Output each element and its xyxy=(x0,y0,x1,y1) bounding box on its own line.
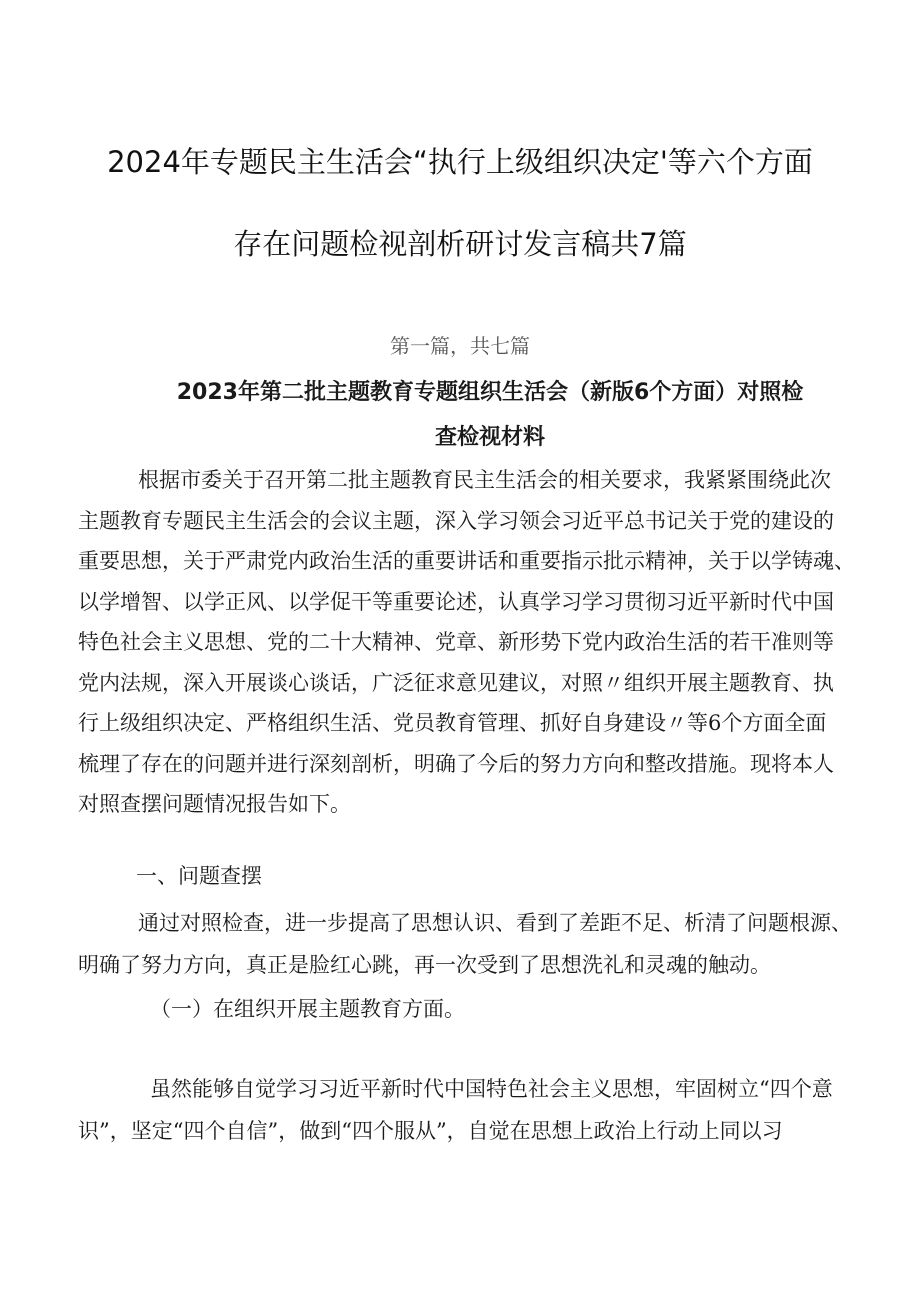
paragraph-line: 根据市委关于召开第二批主题教育民主生活会的相关要求，我紧紧围绕此次 xyxy=(138,468,831,492)
paragraph-line: 识”，坚定“四个自信”，做到“四个服从”，自觉在思想上政治上行动上同以习 xyxy=(78,1119,783,1143)
document-title-line-2: 存在问题检视剖析研讨发言稿共7篇 xyxy=(233,227,687,261)
paragraph-line: 虽然能够自觉学习习近平新时代中国特色社会主义思想，牢固树立“四个意 xyxy=(150,1077,833,1101)
paragraph-line: 行上级组织决定、严格组织生活、党员教育管理、抓好自身建设〃等6个方面全面 xyxy=(78,711,827,735)
paragraph-line: 重要思想，关于严肃党内政治生活的重要讲话和重要指示批示精神，关于以学铸魂、 xyxy=(78,549,855,573)
section-heading-2: （一）在组织开展主题教育方面。 xyxy=(150,997,465,1021)
paragraph-2 xyxy=(78,902,858,986)
paragraph-line: 主题教育专题民主生活会的会议主题，深入学习领会习近平总书记关于党的建设的 xyxy=(78,508,834,533)
document-title-line-1: 2024年专题民主生活会“执行上级组织决定'等六个方面 xyxy=(107,145,813,179)
paragraph-line: 以学增智、以学正风、以学促干等重要论述，认真学习学习贯彻习近平新时代中国 xyxy=(78,589,834,614)
subtitle-line-1: 2023年第二批主题教育专题组织生活会（新版6个方面）对照检 xyxy=(176,380,804,405)
subtitle-line-2: 查检视材料 xyxy=(434,425,545,450)
paragraph-line: 梳理了存在的问题并进行深刻剖析，明确了今后的努力方向和整改措施。现将本人 xyxy=(78,751,834,776)
paragraph-3 xyxy=(78,1068,868,1152)
section-kicker: 第一篇，共七篇 xyxy=(390,334,530,358)
paragraph-line: 特色社会主义思想、党的二十大精神、党章、新形势下党内政治生活的若干准则等 xyxy=(78,630,834,654)
paragraph-1 xyxy=(78,460,858,825)
paragraph-line: 对照查摆问题情况报告如下。 xyxy=(78,792,351,816)
section-heading-1: 一、问题查摆 xyxy=(136,864,262,888)
paragraph-line: 明确了努力方向，真正是脸红心跳，再一次受到了思想洗礼和灵魂的触动。 xyxy=(78,953,771,977)
paragraph-line: 党内法规，深入开展谈心谈话，广泛征求意见建议，对照〃组织开展主题教育、执 xyxy=(78,670,834,695)
paragraph-line: 通过对照检查，进一步提高了思想认识、看到了差距不足、析清了问题根源、 xyxy=(138,911,852,935)
